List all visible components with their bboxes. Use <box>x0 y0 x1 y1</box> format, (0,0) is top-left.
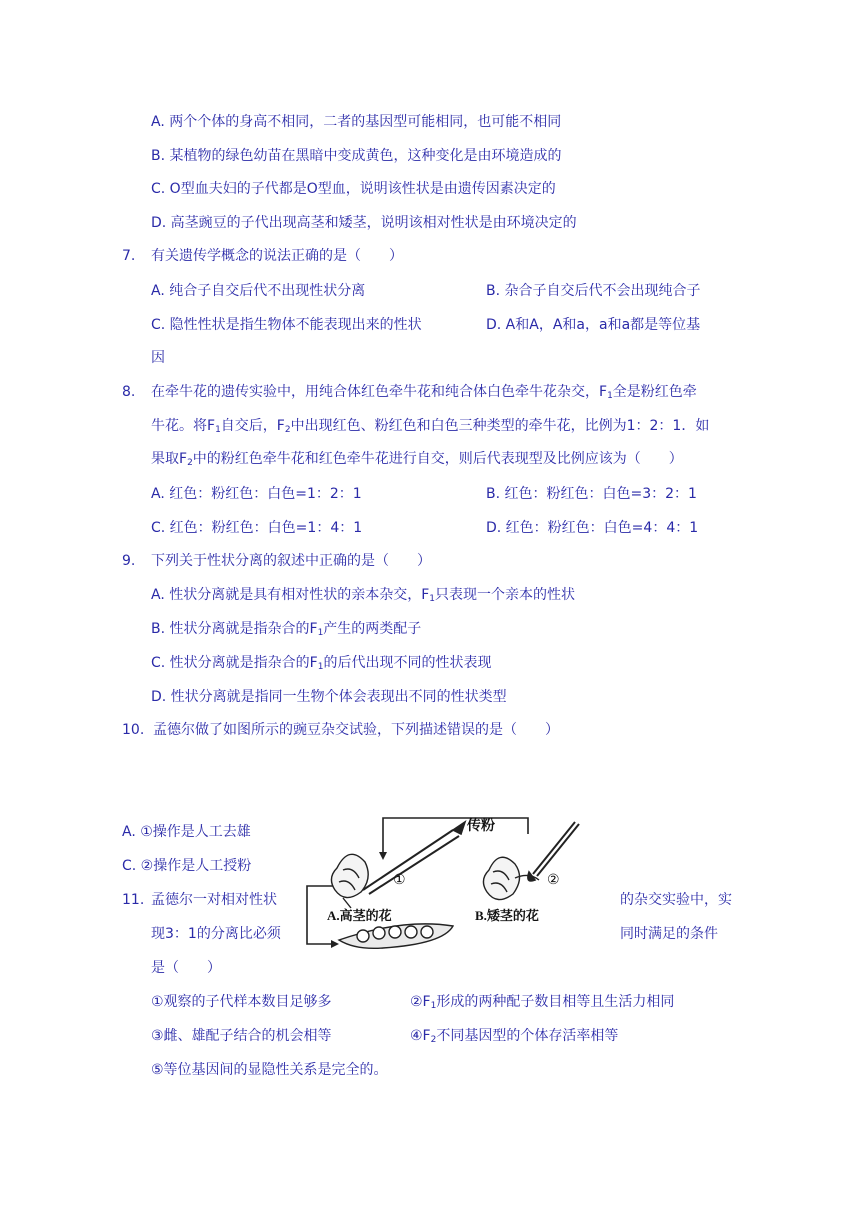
q6-option-c: C. O型血夫妇的子代都是O型血，说明该性状是由遗传因素决定的 <box>151 181 556 197</box>
q9-option-c: C. 性状分离就是指杂合的$F_1$的后代出现不同的性状表现 <box>151 655 492 672</box>
q7-option-d-continued: 因 <box>151 350 165 366</box>
q8-stem-line1: 在牵牛花的遗传实验中，用纯合体红色牵牛花和纯合体白色牵牛花杂交，$F_1$全是粉红色牵 <box>151 384 697 401</box>
pea-crossing-figure <box>303 808 613 950</box>
q7-option-b: B. 杂合子自交后代不会出现纯合子 <box>486 283 701 299</box>
short-flower-label: B.矮茎的花 <box>475 908 539 923</box>
q7-stem: 有关遗传学概念的说法正确的是（ ） <box>151 248 403 264</box>
q11-stem-line2-left: 现3：1的分离比必须 <box>151 926 281 942</box>
q8-stem-line3: 果取$F_2$中的粉红色牵牛花和红色牵牛花进行自交，则后代表现型及比例应该为（ ） <box>151 451 683 468</box>
q9-option-d: D. 性状分离就是指同一生物个体会表现出不同的性状类型 <box>151 689 507 705</box>
q7-option-a: A. 纯合子自交后代不出现性状分离 <box>151 283 366 299</box>
q6-option-b: B. 某植物的绿色幼苗在黑暗中变成黄色，这种变化是由环境造成的 <box>151 148 562 164</box>
q8-number: 8. <box>122 384 136 400</box>
q6-option-d: D. 高茎豌豆的子代出现高茎和矮茎，说明该相对性状是由环境决定的 <box>151 215 577 231</box>
q9-option-b: B. 性状分离就是指杂合的$F_1$产生的两类配子 <box>151 621 422 638</box>
q6-option-a: A. 两个个体的身高不相同，二者的基因型可能相同，也可能不相同 <box>151 114 562 130</box>
q11-stem-line2-right: 同时满足的条件 <box>620 926 718 942</box>
q7-option-d: D. A和A，A和a，a和a都是等位基 <box>486 317 701 333</box>
q8-option-c: C. 红色：粉红色：白色=1：4：1 <box>151 520 363 536</box>
q7-option-c: C. 隐性性状是指生物体不能表现出来的性状 <box>151 317 422 333</box>
tall-flower-drawing <box>331 854 368 908</box>
q11-condition-5: ⑤等位基因间的显隐性关系是完全的。 <box>151 1062 388 1078</box>
q8-option-b: B. 红色：粉红色：白色=3：2：1 <box>486 486 697 502</box>
q11-condition-4: $④F_2$不同基因型的个体存活率相等 <box>410 1028 619 1045</box>
step1-label: ① <box>393 873 406 888</box>
pea-pod-drawing <box>339 924 453 948</box>
q11-number: 11. <box>122 892 145 908</box>
q11-condition-3: ③雌、雄配子结合的机会相等 <box>151 1028 332 1044</box>
q10-option-a: A. ①操作是人工去雄 <box>122 824 251 840</box>
q10-number: 10. <box>122 722 145 738</box>
q10-stem: 孟德尔做了如图所示的豌豆杂交试验，下列描述错误的是（ ） <box>153 722 559 738</box>
q8-option-d: D. 红色：粉红色：白色=4：4：1 <box>486 520 699 536</box>
pollination-label: 传粉 <box>467 819 495 834</box>
q8-option-a: A. 红色：粉红色：白色=1：2：1 <box>151 486 362 502</box>
tall-flower-label: A.高茎的花 <box>327 908 392 923</box>
q11-stem-line1-left: 孟德尔一对相对性状 <box>151 892 277 908</box>
q11-condition-1: ①观察的子代样本数目足够多 <box>151 994 332 1010</box>
q8-stem-line2: 牛花。将$F_1$自交后，$F_2$中出现红色、粉红色和白色三种类型的牵牛花，比例为1：2：1．如 <box>151 418 710 435</box>
q7-number: 7. <box>122 248 136 264</box>
q11-stem-line1-right: 的杂交实验中，实 <box>620 892 732 908</box>
q10-option-c: C. ②操作是人工授粉 <box>122 858 252 874</box>
q11-stem-line3: 是（ ） <box>151 960 221 976</box>
step2-label: ② <box>547 873 560 888</box>
q11-condition-2: $②F_1$形成的两种配子数目相等且生活力相同 <box>410 994 675 1011</box>
q9-stem: 下列关于性状分离的叙述中正确的是（ ） <box>151 553 431 569</box>
q9-option-a: A. 性状分离就是具有相对性状的亲本杂交，$F_1$只表现一个亲本的性状 <box>151 587 576 604</box>
q9-number: 9. <box>122 553 136 569</box>
pollination-arrow <box>383 818 528 854</box>
